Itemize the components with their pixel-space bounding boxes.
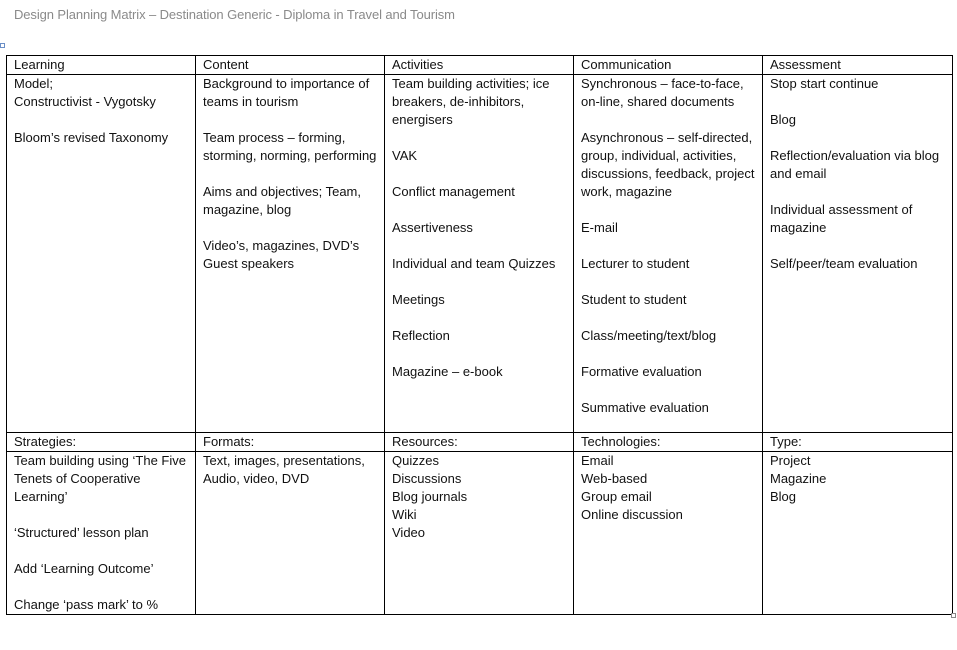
cell-content[interactable] [196,75,385,433]
cell-line: Asynchronous – self-directed, group, individual, activities, discussions, feedback, project work, magazine [581,130,755,199]
blank-line [392,309,566,327]
cell-line: Meetings [392,292,445,307]
blank-line [770,183,945,201]
cell-line: Video [392,525,426,540]
matrix-body-row [7,452,953,615]
blank-line [392,273,566,291]
cell-line: Magazine – e-book [392,364,503,379]
table-resize-handle-icon[interactable] [951,613,956,618]
cell-formats[interactable] [196,452,385,615]
cell-line: Assertiveness [392,220,473,235]
cell-line: Team building using ‘The Five Tenets of Cooperative Learning’ [14,453,186,504]
blank-line [770,93,945,111]
blank-line [14,506,188,524]
cell-resources[interactable] [385,452,574,615]
blank-line [392,237,566,255]
cell-line: Blog [770,489,797,504]
blank-line [581,381,755,399]
cell-line: Guest speakers [203,256,295,271]
blank-line [770,129,945,147]
cell-line: Video’s, magazines, DVD’s [203,238,360,253]
cell-line: Bloom’s revised Taxonomy [14,130,169,145]
cell-line: Individual and team Quizzes [392,256,556,271]
design-planning-matrix [6,55,953,615]
cell-line: Formative evaluation [581,364,702,379]
header-formats[interactable]: Formats: [196,433,385,452]
blank-line [203,165,377,183]
cell-line: Team building activities; ice breakers, de-inhibitors, energisers [392,76,550,127]
cell-line: Magazine [770,471,827,486]
cell-line: Lecturer to student [581,256,690,271]
cell-assessment[interactable] [763,75,953,433]
cell-line: Stop start continue [770,76,879,91]
matrix-header-row [7,56,953,75]
blank-line [581,273,755,291]
blank-line [392,201,566,219]
matrix-body-row [7,75,953,433]
cell-line: Conflict management [392,184,515,199]
cell-technologies[interactable] [574,452,763,615]
blank-line [14,578,188,596]
cell-communication[interactable] [574,75,763,433]
cell-line: Discussions [392,471,462,486]
cell-strategies[interactable] [7,452,196,615]
header-type[interactable]: Type: [763,433,953,452]
header-learning[interactable]: Learning [7,56,196,75]
cell-line: Email [581,453,614,468]
cell-line: VAK [392,148,418,163]
cell-line: Wiki [392,507,417,522]
cell-line: Web-based [581,471,648,486]
header-technologies[interactable]: Technologies: [574,433,763,452]
cell-line: Quizzes [392,453,439,468]
cell-type[interactable] [763,452,953,615]
header-communication[interactable]: Communication [574,56,763,75]
blank-line [203,111,377,129]
cell-line: Blog journals [392,489,468,504]
cell-line: Background to importance of teams in tourism [203,76,370,109]
cell-line: Team process – forming, storming, norming, performing [203,130,377,163]
cell-line: Model; [14,76,54,91]
cell-line: Student to student [581,292,687,307]
cell-line: Text, images, presentations, Audio, video, DVD [203,453,365,486]
cell-line: Summative evaluation [581,400,709,415]
cell-line: Reflection [392,328,450,343]
cell-line: Aims and objectives; Team, magazine, blog [203,184,361,217]
header-content[interactable]: Content [196,56,385,75]
cell-line: Project [770,453,811,468]
cell-line: Individual assessment of magazine [770,202,913,235]
cell-line: Reflection/evaluation via blog and email [770,148,940,181]
document-title: Design Planning Matrix – Destination Generic - Diploma in Travel and Tourism [14,7,455,22]
blank-line [14,542,188,560]
blank-line [770,237,945,255]
cell-line: Blog [770,112,797,127]
cell-line: ‘Structured’ lesson plan [14,525,149,540]
blank-line [203,219,377,237]
cell-line: Constructivist - Vygotsky [14,94,156,109]
header-strategies[interactable]: Strategies: [7,433,196,452]
blank-line [581,111,755,129]
cell-line: Group email [581,489,652,504]
matrix-subheader-row [7,433,953,452]
blank-line [581,237,755,255]
blank-line [392,345,566,363]
blank-line [392,129,566,147]
header-assessment[interactable]: Assessment [763,56,953,75]
blank-line [581,345,755,363]
cell-learning[interactable] [7,75,196,433]
header-resources[interactable]: Resources: [385,433,574,452]
blank-line [581,201,755,219]
cell-line: Synchronous – face-to-face, on-line, shared documents [581,76,744,109]
blank-line [392,165,566,183]
cell-line: Self/peer/team evaluation [770,256,918,271]
header-activities[interactable]: Activities [385,56,574,75]
cell-line: Change ‘pass mark’ to % [14,597,159,612]
cell-line: Add ‘Learning Outcome’ [14,561,154,576]
blank-line [581,309,755,327]
cell-line: Class/meeting/text/blog [581,328,717,343]
blank-line [14,111,188,129]
cell-line: Online discussion [581,507,683,522]
cell-activities[interactable] [385,75,574,433]
cell-line: E-mail [581,220,618,235]
table-move-handle-icon[interactable] [0,43,5,48]
